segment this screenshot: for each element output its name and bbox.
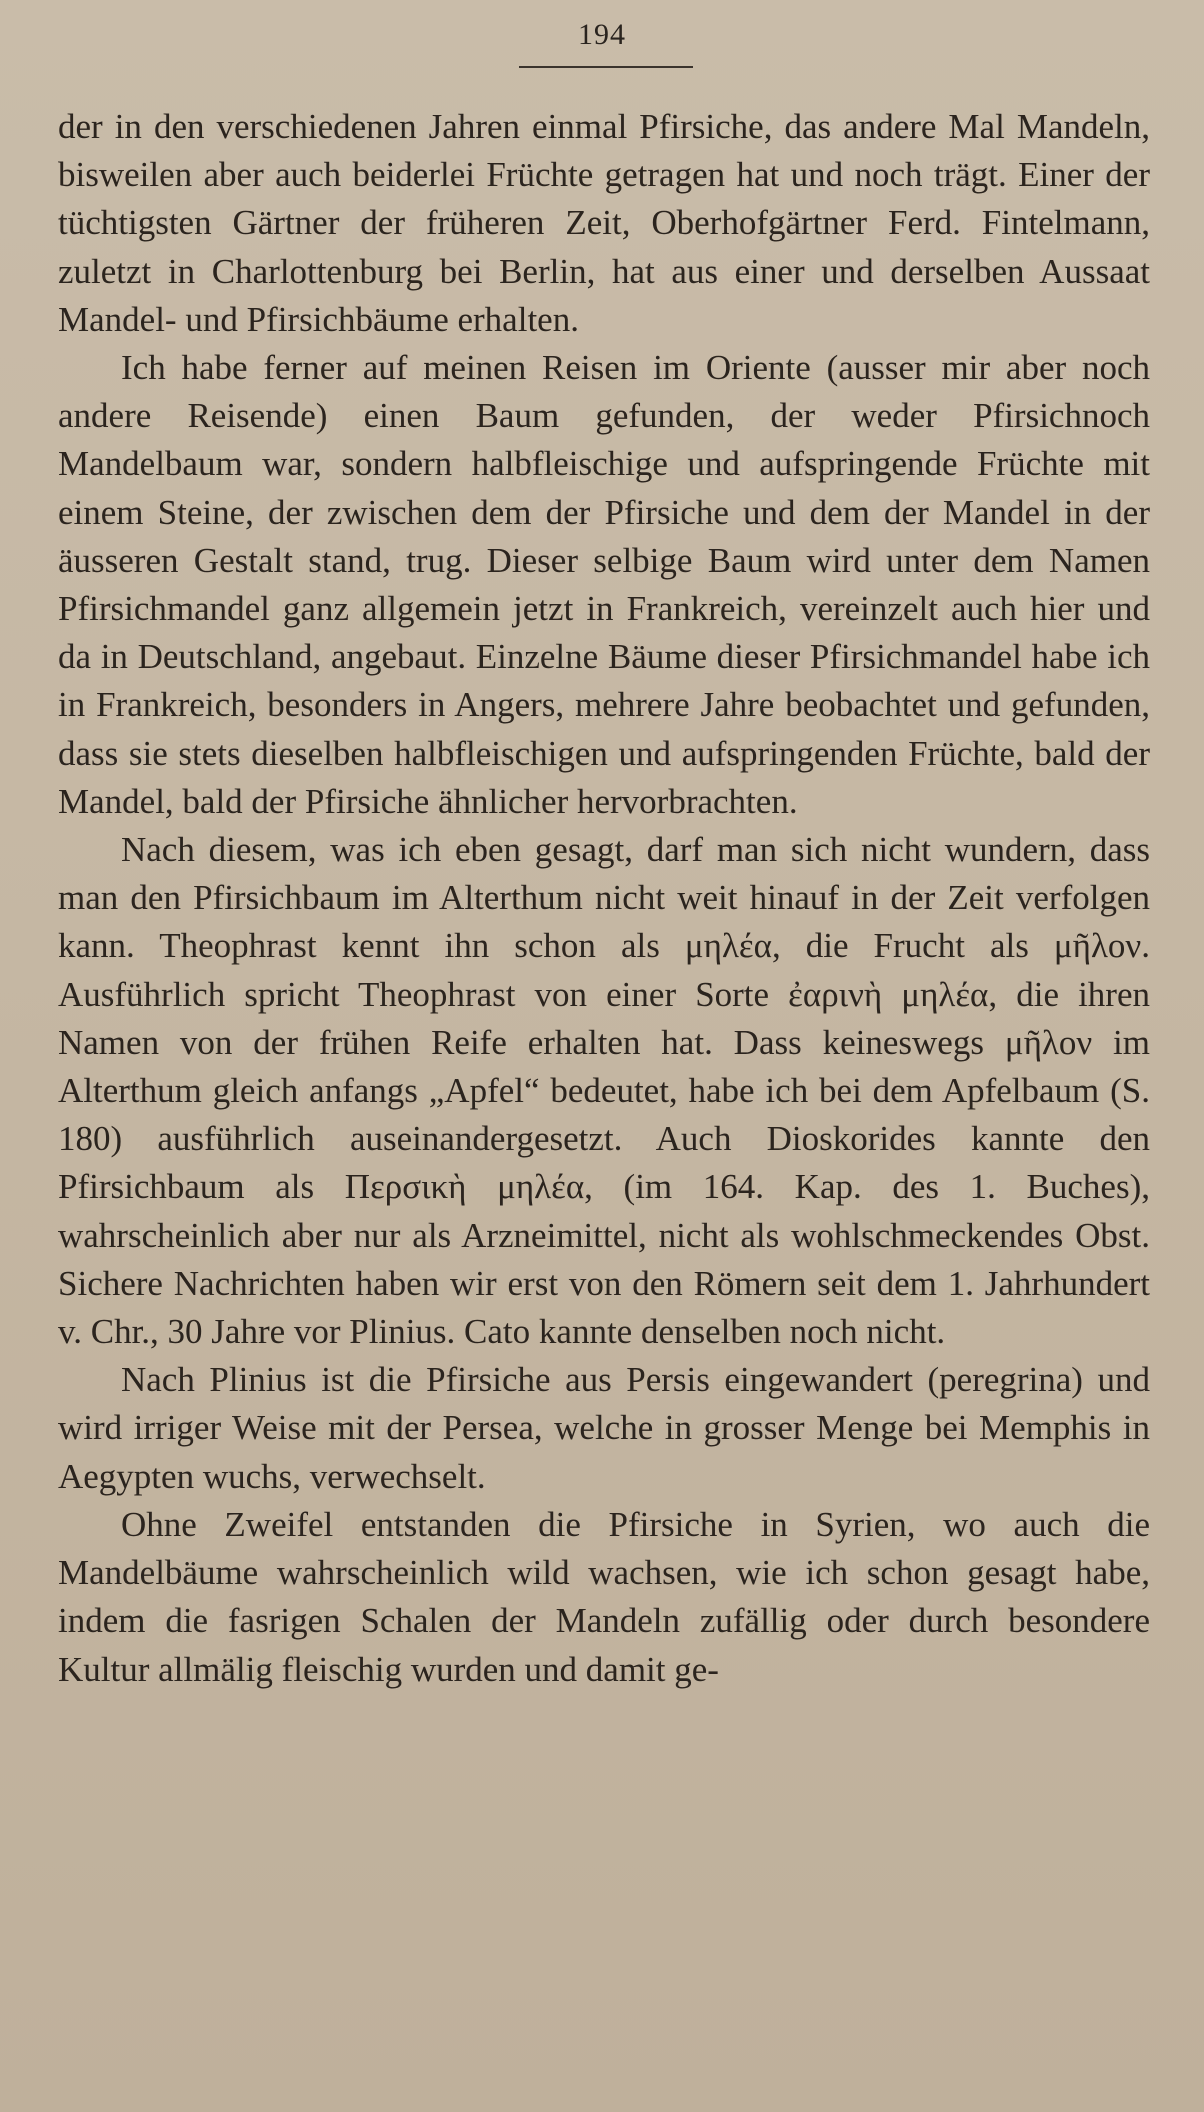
paragraph-3: Nach diesem, was ich eben gesagt, darf man sich nicht wundern, dass man den Pfirsichbaum im Alterthum nicht weit hinauf in der Zeit verfolgen kann. Theophrast kennt ihn schon als μηλέα, die Frucht als μῆλον. Ausführlich spricht Theophrast von einer Sorte ἐαρινὴ μηλέα, die ihren Namen von der frühen Reife erhalten hat. Dass keineswegs μῆλον im Alterthum gleich anfangs „Apfel“ bedeutet, habe ich bei dem Apfelbaum (S. 180) ausführlich auseinandergesetzt. Auch Dioskorides kannte den Pfirsichbaum als Περσικὴ μηλέα, (im 164. Kap. des 1. Buches), wahrscheinlich aber nur als Arzneimittel, nicht als wohlschmeckendes Obst. Sichere Nachrichten haben wir erst von den Römern seit dem 1. Jahrhundert v. Chr., 30 Jahre vor Plinius. Cato kannte denselben noch nicht. bbox=[58, 830, 1150, 1352]
header-rule bbox=[519, 66, 693, 68]
paragraph-1: der in den verschiedenen Jahren einmal Pfirsiche, das andere Mal Mandeln, bisweilen aber auch beiderlei Früchte getragen hat und noch trägt. Einer der tüchtigsten Gärtner der früheren Zeit, Oberhofgärtner Ferd. Fintelmann, zuletzt in Charlottenburg bei Berlin, hat aus einer und derselben Aussaat Mandel- und Pfirsichbäume erhalten. bbox=[58, 107, 1150, 339]
paragraph-5: Ohne Zweifel entstanden die Pfirsiche in Syrien, wo auch die Mandelbäume wahrscheinlich wild wachsen, wie ich schon gesagt habe, indem die fasrigen Schalen der Mandeln zufällig oder durch besondere Kultur allmälig fleischig wurden und damit ge- bbox=[58, 1504, 1150, 1689]
page-header bbox=[0, 18, 1204, 52]
paragraph-2: Ich habe ferner auf meinen Reisen im Oriente (ausser mir aber noch andere Reisende) einen Baum gefunden, der weder Pfirsichnoch Mandelbaum war, sondern halbfleischige und aufspringende Früchte mit einem Steine, der zwischen dem der Pfirsiche und dem der Mandel in der äusseren Gestalt stand, trug. Dieser selbige Baum wird unter dem Namen Pfirsichmandel ganz allgemein jetzt in Frankreich, vereinzelt auch hier und da in Deutschland, angebaut. Einzelne Bäume dieser Pfirsichmandel habe ich in Frankreich, besonders in Angers, mehrere Jahre beobachtet und gefunden, dass sie stets dieselben halbfleischigen und aufspringenden Früchte, bald der Mandel, bald der Pfirsiche ähnlicher hervorbrachten. bbox=[58, 348, 1150, 821]
paragraph-4: Nach Plinius ist die Pfirsiche aus Persis eingewandert (peregrina) und wird irriger Weise mit der Persea, welche in grosser Menge bei Memphis in Aegypten wuchs, verwechselt. bbox=[58, 1360, 1150, 1496]
page-number: 194 bbox=[578, 18, 626, 51]
body-text bbox=[58, 103, 1150, 1694]
